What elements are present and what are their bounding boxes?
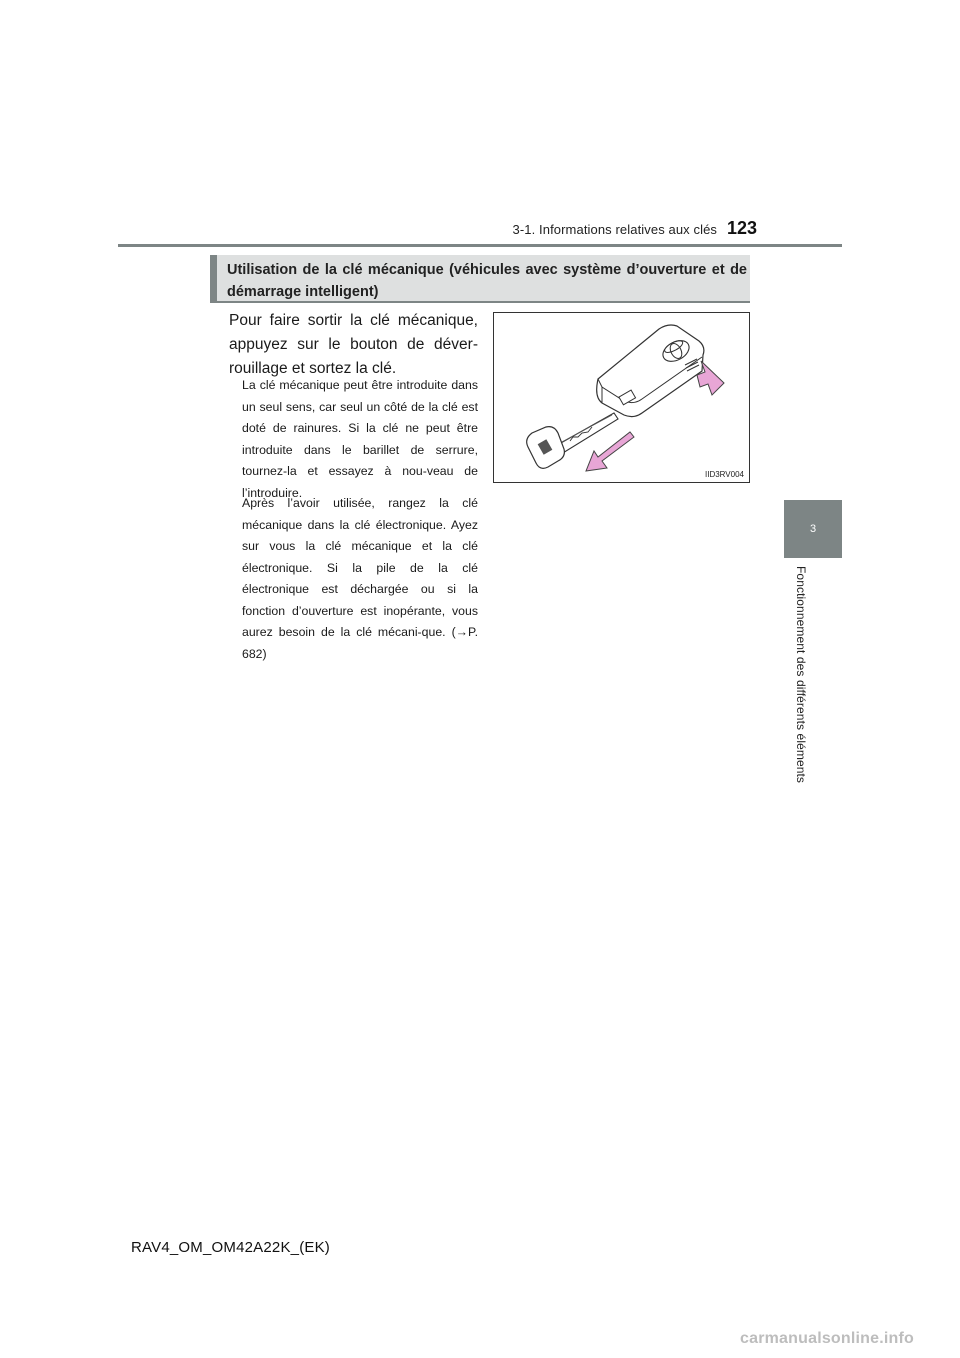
- chapter-number: 3: [809, 523, 817, 535]
- chapter-tab: [784, 500, 842, 558]
- page-number: 123: [727, 218, 758, 238]
- note-paragraph-storage: Après l’avoir utilisée, rangez la clé mécanique dans la clé électronique. Ayez sur vous la clé mécanique et la clé électronique. Si la pile de la clé électronique est déchargée ou si la fonction d’ouverture est inopérante, vous aurez besoin de la clé mécani-que. (→P. 682): [242, 496, 478, 661]
- section-heading: [210, 255, 750, 303]
- running-header-section: 3-1. Informations relatives aux clés: [512, 222, 717, 237]
- footer-model-code: RAV4_OM_OM42A22K_(EK): [131, 1239, 331, 1256]
- note-paragraph-insertion: La clé mécanique peut être introduite dans un seul sens, car seul un côté de la clé est doté de rainures. Si la clé ne peut être introduite dans le barillet de serrure, tournez-la et essayez à nou-veau de l’introduire.: [242, 378, 478, 500]
- key-illustration: [493, 312, 750, 483]
- figure-code: IID3RV004: [705, 470, 744, 479]
- header-divider: [118, 244, 842, 247]
- watermark: carmanualsonline.info: [740, 1330, 915, 1347]
- electronic-key-drawing: [494, 313, 749, 482]
- section-heading-text: Utilisation de la clé mécanique (véhicules avec système d’ouverture et de démarrage intelligent): [227, 262, 747, 300]
- section-heading-accent-bar: [210, 255, 217, 301]
- mechanical-key-icon: [527, 413, 618, 468]
- pull-arrow-icon: [586, 432, 634, 471]
- intro-paragraph: Pour faire sortir la clé mécanique, appuyez sur le bouton de déver-rouillage et sortez la clé.: [229, 312, 478, 377]
- chapter-title: Fonctionnement des différents éléments: [794, 566, 808, 784]
